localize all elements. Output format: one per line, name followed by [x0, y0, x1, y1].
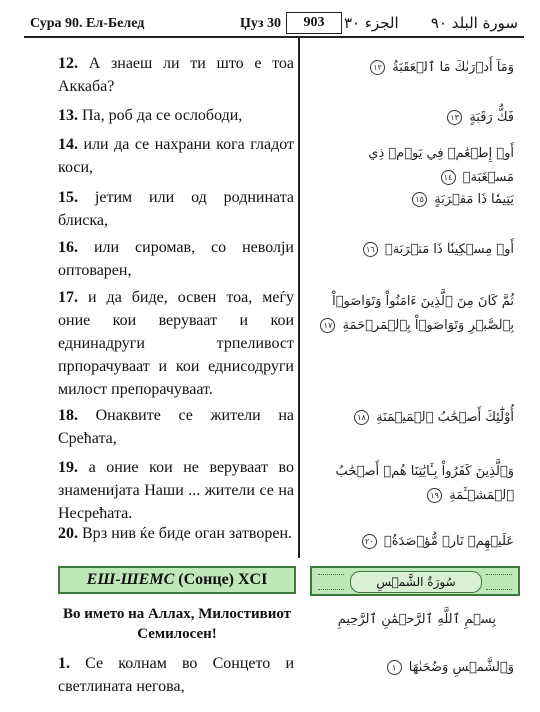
sura-title-banner — [58, 566, 296, 594]
header-arabic-juz: الجزء ٣٠ — [344, 14, 399, 32]
verse-number: 17. — [58, 289, 78, 306]
arabic-verse-17 — [314, 290, 514, 338]
ayah-number-icon: ١ — [387, 660, 402, 675]
verse-number: 1. — [58, 655, 70, 672]
ayah-number-icon: ١٩ — [427, 488, 442, 503]
arabic-text: وَٱلشَّمۡسِ وَضُحَىٰهَا — [408, 660, 514, 675]
verse-number: 16. — [58, 239, 78, 256]
bismillah-translation: Во името на Аллах, Милостивиот Семилосен! — [62, 606, 292, 642]
arabic-sura-title: سُورَةُ الشَّمۡسِ — [350, 571, 482, 593]
verse-19 — [58, 456, 294, 525]
arabic-verse-16 — [314, 238, 514, 262]
arabic-verse-1 — [314, 656, 514, 680]
verse-text: Па, роб да се ослободи, — [82, 107, 243, 124]
verse-16 — [58, 236, 294, 282]
arabic-text: يَتِيمٗا ذَا مَقۡرَبَةٍ — [434, 192, 514, 207]
verse-12 — [58, 52, 294, 98]
ayah-number-icon: ١٦ — [363, 242, 378, 257]
bismillah-arabic: بِسۡمِ ٱللَّهِ ٱلرَّحۡمَٰنِ ٱلرَّحِيمِ — [337, 612, 496, 627]
verse-text: А знаеш ли ти што е тоа Аккаба? — [58, 55, 295, 95]
verse-number: 15. — [58, 189, 78, 206]
header-sura-title: Сура 90. Ел-Белед — [30, 16, 145, 31]
header-arabic-sura: سورة البلد ٩٠ — [430, 14, 518, 32]
arabic-verse-14 — [314, 142, 514, 190]
arabic-text: فَكُّ رَقَبَةٍ — [469, 110, 514, 125]
arabic-verse-19 — [314, 460, 514, 508]
verse-text: Се колнам во Сонцето и светлината негова, — [58, 655, 295, 695]
verse-number: 20. — [58, 525, 78, 542]
verse-number: 14. — [58, 136, 78, 153]
page-number: 903 — [286, 12, 342, 34]
verse-13 — [58, 104, 294, 127]
ayah-number-icon: ١٢ — [370, 60, 385, 75]
verse-number: 19. — [58, 459, 78, 476]
verse-text: Врз нив ќе биде оган затворен. — [82, 525, 293, 542]
ayah-number-icon: ١٤ — [441, 170, 456, 185]
arabic-sura-banner — [310, 566, 520, 596]
arabic-verse-20 — [314, 530, 514, 554]
arabic-text: ثُمَّ كَانَ مِنَ ٱلَّذِينَ ءَامَنُواْ وَتَوَاصَوۡاْ بِٱلصَّبۡرِ وَتَوَاصَوۡاْ بِٱلۡمَرۡحَمَةِ — [332, 294, 514, 333]
arabic-verse-15 — [314, 188, 514, 212]
verse-20 — [58, 522, 294, 545]
ornament-icon — [486, 574, 512, 590]
arabic-verse-18 — [314, 406, 514, 430]
verse-text: и да биде, освен тоа, меѓу оние кои веруваат и кои еднинадруги трпеливост прпорачуваат и кои еднисодруги милост препорачуваат. — [58, 289, 295, 398]
header-juz: Џуз 30 — [240, 16, 282, 31]
arabic-verse-12 — [314, 56, 514, 80]
ayah-number-icon: ١٥ — [412, 192, 427, 207]
sura-title-rest: (Сонце) XCI — [174, 571, 268, 588]
verse-14 — [58, 133, 294, 179]
ayah-number-icon: ١٨ — [354, 410, 369, 425]
verse-text: Онаквите се жители на Срећата, — [58, 407, 294, 447]
ayah-number-icon: ١٧ — [320, 318, 335, 333]
arabic-text: أَوۡ مِسۡكِينٗا ذَا مَتۡرَبَةٖ — [384, 242, 514, 257]
verse-number: 13. — [58, 107, 78, 124]
arabic-text: وَٱلَّذِينَ كَفَرُواْ بِـَٔايَٰتِنَا هُمۡ أَصۡحَٰبُ ٱلۡمَشۡـَٔمَةِ — [335, 464, 514, 503]
arabic-text: وَمَآ أَدۡرَىٰكَ مَا ٱلۡعَقَبَةُ — [392, 60, 514, 75]
verse-text: а оние кои не веруваат во знаменијата Наши ... жители се на Несрећата. — [58, 459, 294, 522]
sura-title-italic: ЕШ-ШЕМС — [86, 571, 175, 588]
verse-text: или да се нахрани кога гладот коси, — [58, 136, 294, 176]
verse-text: или сиромав, со неволји оптоварен, — [58, 239, 294, 279]
ayah-number-icon: ٢٠ — [362, 534, 377, 549]
verse-number: 12. — [58, 55, 78, 72]
ayah-number-icon: ١٣ — [447, 110, 462, 125]
verse-18 — [58, 404, 294, 450]
ornament-icon — [318, 574, 344, 590]
verse-number: 18. — [58, 407, 78, 424]
arabic-verse-13 — [314, 106, 514, 130]
arabic-text: أَوۡ إِطۡعَٰمٞ فِي يَوۡمٖ ذِي مَسۡغَبَةٖ — [368, 146, 514, 185]
verse-17 — [58, 286, 294, 401]
page-header — [24, 12, 524, 38]
verse-15 — [58, 186, 294, 232]
arabic-text: عَلَيۡهِمۡ نَارٞ مُّؤۡصَدَةُۢ — [383, 534, 514, 549]
verse-1 — [58, 652, 294, 698]
column-divider — [298, 38, 300, 558]
arabic-text: أُوْلَٰٓئِكَ أَصۡحَٰبُ ٱلۡمَيۡمَنَةِ — [376, 410, 514, 425]
verse-text: јетим или од роднината блиска, — [58, 189, 295, 229]
